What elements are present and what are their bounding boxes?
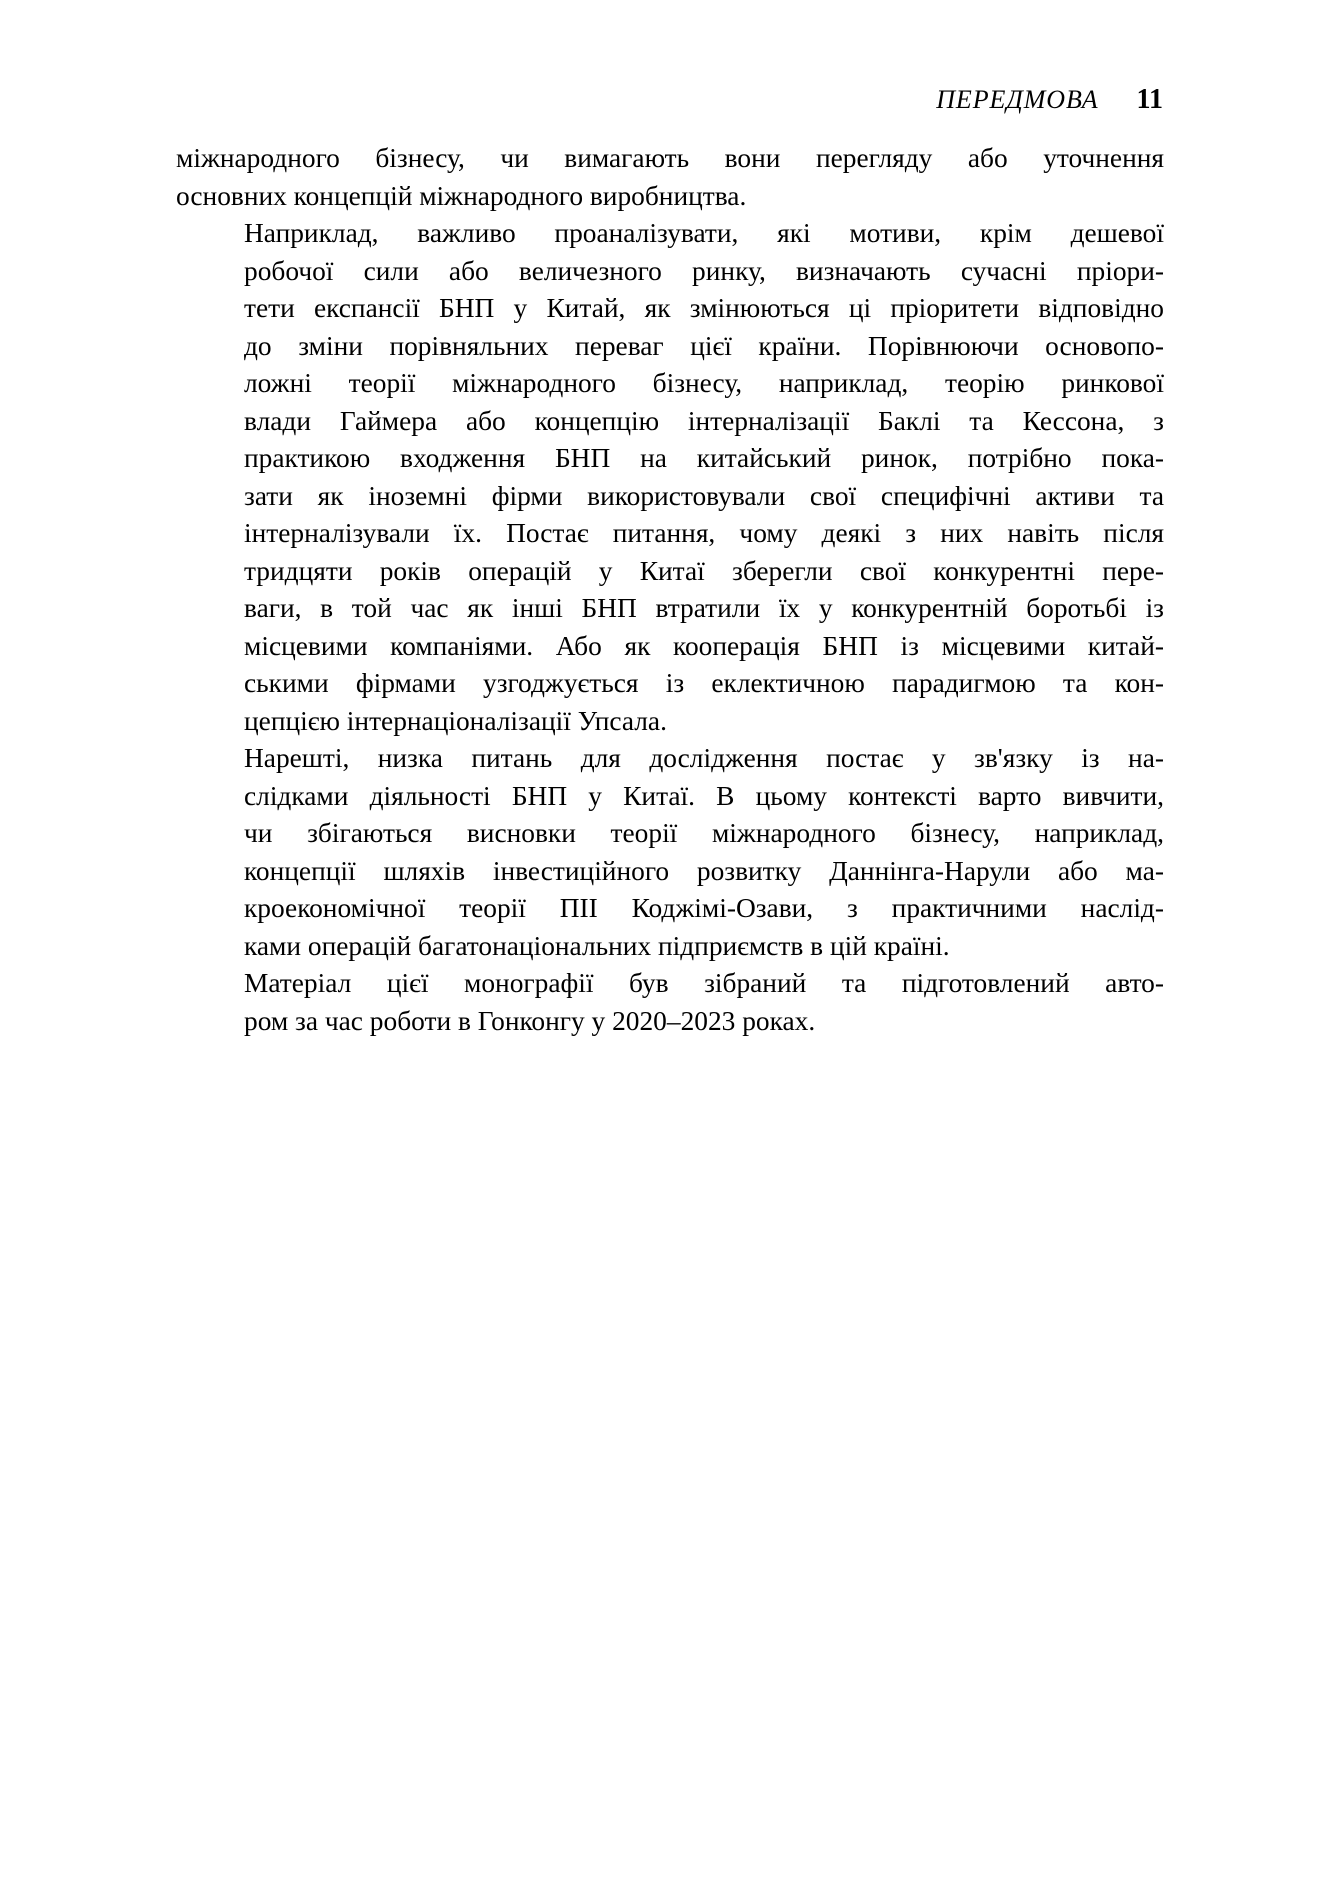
text-line: кроекономічної теорії ПІІ Коджімі-Озави, з практичними наслід- (244, 893, 1164, 923)
text-line: Матеріал цієї монографії був зібраний та підготовлений авто- (244, 968, 1164, 998)
text-line: ложні теорії міжнародного бізнесу, наприклад, теорію ринкової (244, 368, 1164, 398)
text-line: місцевими компаніями. Або як кооперація БНП із місцевими китай- (244, 630, 1164, 661)
text-line: чи збігаються висновки теорії міжнародного бізнесу, наприклад, (244, 818, 1164, 848)
text-line: тридцяти років операцій у Китаї зберегли свої конкурентні пере- (244, 555, 1164, 586)
paragraph (176, 215, 1164, 740)
text-line: цепцією інтернаціоналізації Упсала. (244, 705, 667, 736)
body-text (176, 140, 1164, 1040)
text-line: практикою входження БНП на китайський ринок, потрібно пока- (244, 443, 1164, 473)
paragraph (176, 140, 1164, 215)
text-line: інтерналізували їх. Постає питання, чому деякі з них навіть після (244, 518, 1164, 548)
text-line: слідками діяльності БНП у Китаї. В цьому контексті варто вивчити, (244, 780, 1164, 811)
text-line: ськими фірмами узгоджується із еклектичною парадигмою та кон- (244, 668, 1164, 698)
text-line: ром за час роботи в Гонконгу у 2020–2023 роках. (244, 1005, 816, 1036)
page-number: 11 (1136, 84, 1163, 115)
text-line: Нарешті, низка питань для дослідження постає у зв'язку із на- (244, 743, 1164, 773)
text-line: основних концепцій міжнародного виробництва. (176, 180, 747, 211)
text-line: ваги, в той час як інші БНП втратили їх у конкурентній боротьбі із (244, 593, 1164, 623)
text-line: зати як іноземні фірми використовували свої специфічні активи та (244, 480, 1164, 511)
text-line: Наприклад, важливо проаналізувати, які мотиви, крім дешевої (244, 218, 1164, 248)
text-line: концепції шляхів інвестиційного розвитку Даннінга-Нарули або ма- (244, 855, 1164, 886)
text-line: ками операцій багатонаціональних підприємств в цій країні. (244, 930, 950, 961)
paragraph (176, 965, 1164, 1040)
text-line: влади Гаймера або концепцію інтерналізації Баклі та Кессона, з (244, 405, 1164, 436)
text-line: міжнародного бізнесу, чи вимагають вони перегляду або уточнення (176, 143, 1164, 173)
text-line: тети експансії БНП у Китай, як змінюються ці пріоритети відповідно (244, 293, 1164, 323)
text-line: до зміни порівняльних переваг цієї країни. Порівнюючи основопо- (244, 330, 1164, 361)
running-head (176, 84, 1163, 118)
text-line: робочої сили або величезного ринку, визначають сучасні пріори- (244, 255, 1164, 286)
paragraph (176, 740, 1164, 965)
running-head-title: ПЕРЕДМОВА (936, 85, 1099, 114)
